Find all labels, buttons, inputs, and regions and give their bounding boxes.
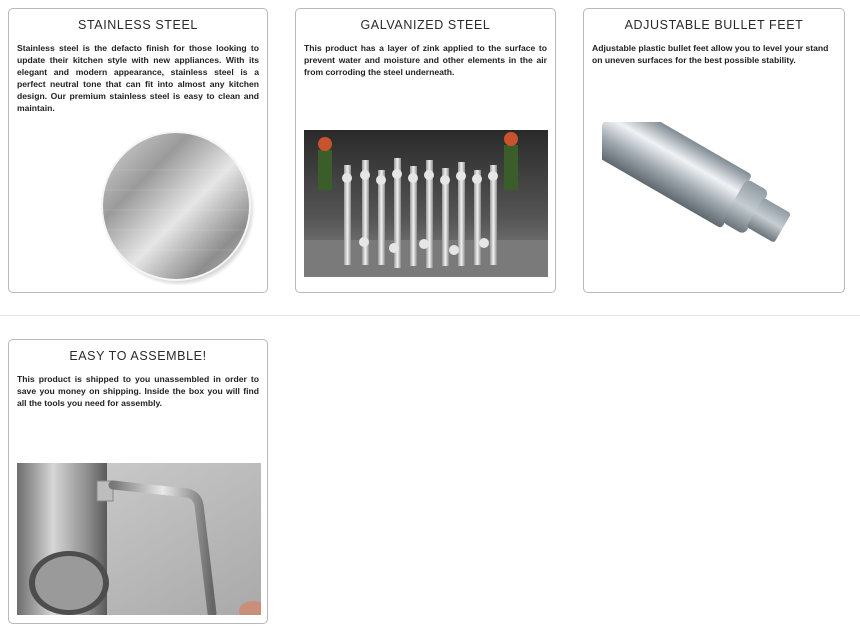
card-description: This product has a layer of zink applied to the surface to prevent water and moisture and other elements in the air from corroding the steel underneath. xyxy=(304,43,547,77)
feature-card-galvanized-steel xyxy=(295,8,556,293)
galvanizing-photo xyxy=(304,130,548,277)
card-description: Stainless steel is the defacto finish for those looking to update their kitchen style with new appliances. With its elegant and modern appearance, stainless steel is a perfect neutral tone that can fit into almost any kitchen design. Our premium stainless steel is easy to clean and maintain. xyxy=(17,43,259,113)
card-description: This product is shipped to you unassembled in order to save you money on shipping. Inside the box you will find all the tools you need for assembly. xyxy=(17,374,259,408)
feature-card-stainless-steel xyxy=(8,8,268,293)
section-divider xyxy=(0,315,860,316)
card-title: ADJUSTABLE BULLET FEET xyxy=(624,18,804,32)
allen-key-photo xyxy=(17,463,261,615)
card-description: Adjustable plastic bullet feet allow you to level your stand on uneven surfaces for the best possible stability. xyxy=(592,43,829,65)
feature-card-bullet-feet xyxy=(583,8,845,293)
card-title: GALVANIZED STEEL xyxy=(360,18,491,32)
card-title: STAINLESS STEEL xyxy=(78,18,198,32)
stainless-disc-image xyxy=(99,130,255,286)
card-title: EASY TO ASSEMBLE! xyxy=(69,349,207,363)
bullet-foot-image xyxy=(602,122,802,262)
feature-card-easy-assembly xyxy=(8,339,268,624)
